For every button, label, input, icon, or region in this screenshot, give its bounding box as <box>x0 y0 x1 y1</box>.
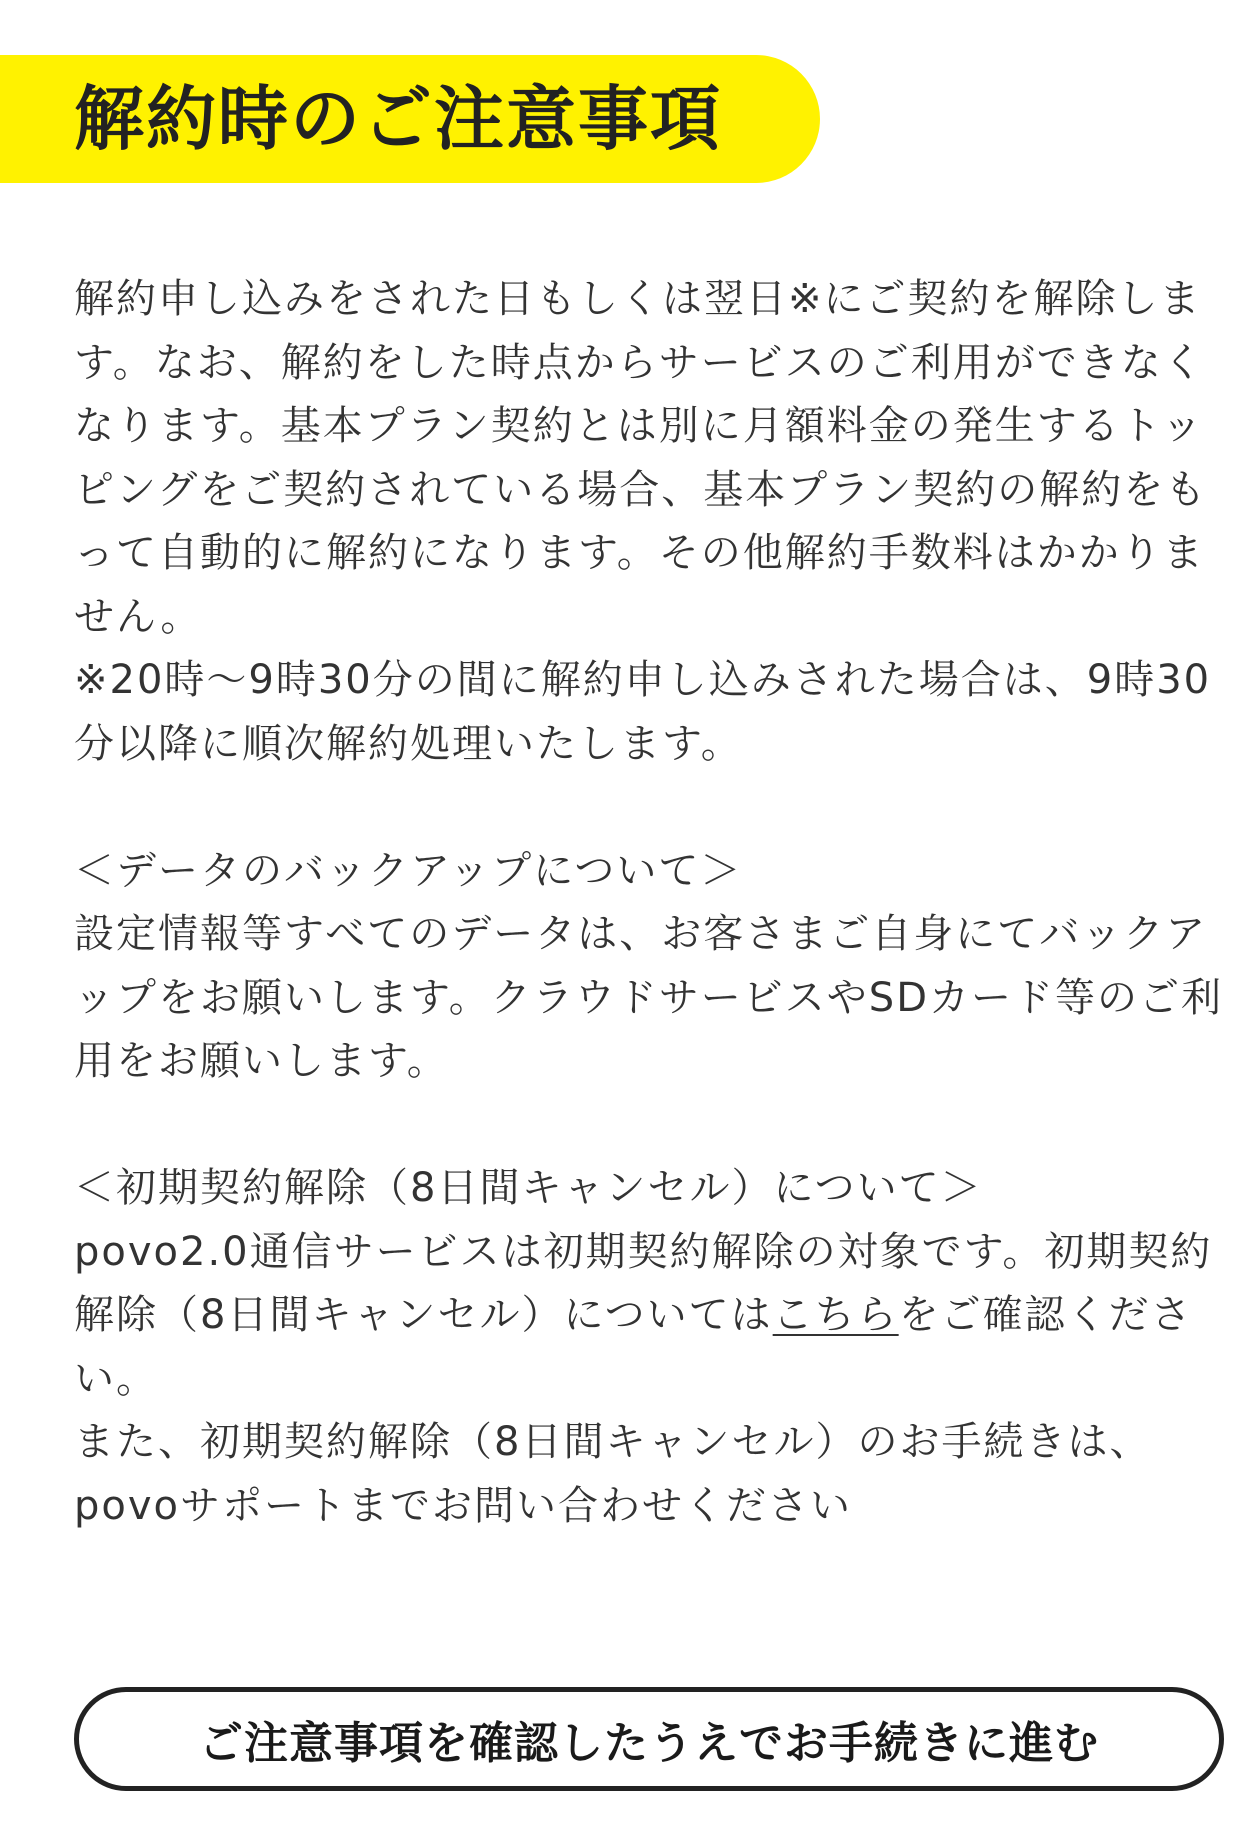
cancellation-section <box>74 1157 1234 1538</box>
notice-paragraph-text: 解約申し込みをされた日もしくは翌日※にご契約を解除します。なお、解約をした時点からサービスのご利用ができなくなります。基本プラン契約とは別に月額料金の発生するトッピングをご契約されている場合、基本プラン契約の解約をもって自動的に解約になります。その他解約手数料はかかりません。 <box>74 276 1208 640</box>
backup-text: 設定情報等すべてのデータは、お客さまご自身にてバックアップをお願いします。クラウドサービスやSDカード等のご利用をお願いします。 <box>74 911 1223 1084</box>
notice-paragraph-note: ※20時〜9時30分の間に解約申し込みされた場合は、9時30分以降に順次解約処理いたします。 <box>74 657 1212 767</box>
cancellation-procedure-text: また、初期契約解除（8日間キャンセル）のお手続きは、povoサポートまでお問い合わせください <box>74 1419 1152 1529</box>
cancellation-details-link[interactable]: こちら <box>772 1292 899 1338</box>
cancellation-heading: ＜初期契約解除（8日間キャンセル）について＞ <box>74 1165 983 1211</box>
proceed-button[interactable]: ご注意事項を確認したうえでお手続きに進む <box>74 1687 1224 1791</box>
notice-content <box>74 268 1234 1538</box>
header-banner <box>0 55 820 183</box>
spacer <box>74 1094 1234 1158</box>
backup-section <box>74 840 1234 1094</box>
spacer <box>74 776 1234 840</box>
page-title: 解約時のご注意事項 <box>74 78 722 160</box>
backup-heading: ＜データのバックアップについて＞ <box>74 847 743 894</box>
notice-paragraph <box>74 268 1234 776</box>
cancellation-text-after-link: をご確認ください。 <box>74 1292 1193 1402</box>
cancellation-text: povo2.0通信サービスは初期契約解除の対象です。初期契約解除（8日間キャンセル）については <box>74 1228 1213 1338</box>
